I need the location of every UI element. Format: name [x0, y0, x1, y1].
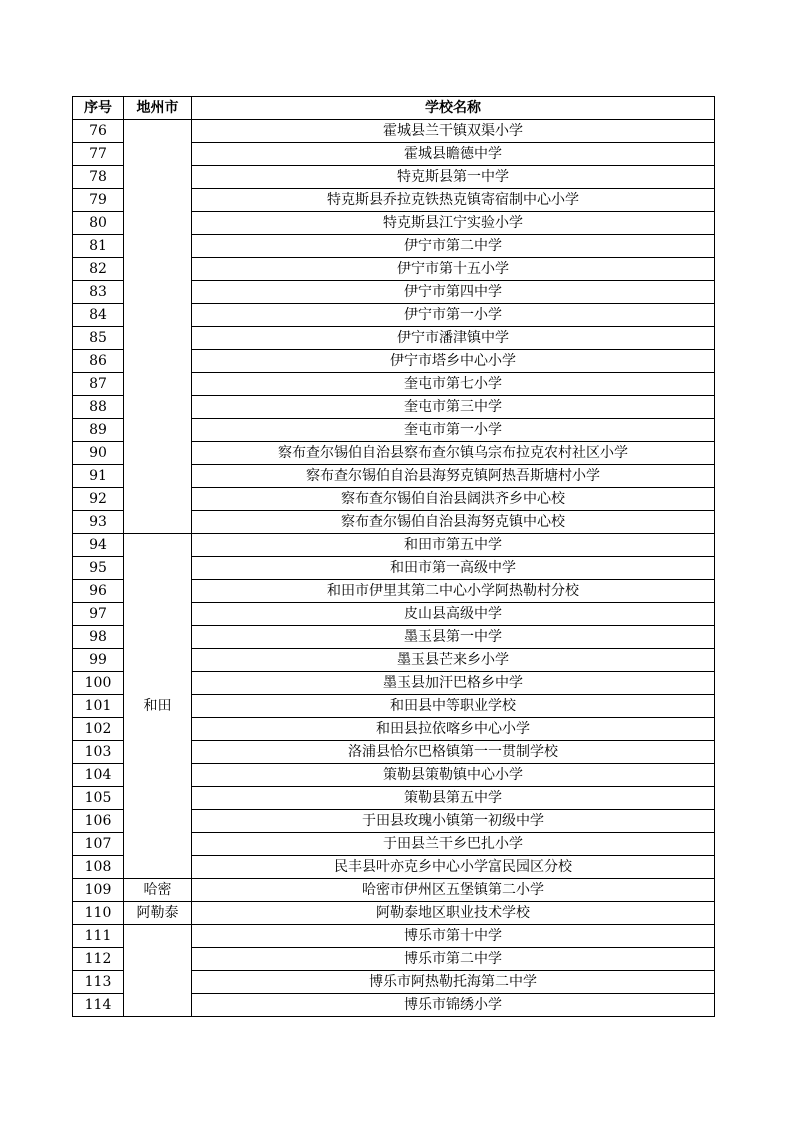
school-name: 霍城县瞻德中学 — [192, 143, 715, 166]
school-name: 霍城县兰干镇双渠小学 — [192, 120, 715, 143]
school-name: 阿勒泰地区职业技术学校 — [192, 902, 715, 925]
school-name: 博乐市阿热勒托海第二中学 — [192, 971, 715, 994]
school-name: 察布查尔锡伯自治县海努克镇阿热吾斯塘村小学 — [192, 465, 715, 488]
region-cell — [124, 925, 192, 1017]
table-row — [73, 879, 715, 902]
school-name: 和田市伊里其第二中心小学阿热勒村分校 — [192, 580, 715, 603]
row-number: 114 — [73, 994, 124, 1017]
school-name: 伊宁市潘津镇中学 — [192, 327, 715, 350]
school-name: 奎屯市第一小学 — [192, 419, 715, 442]
school-name: 察布查尔锡伯自治县察布查尔镇乌宗布拉克农村社区小学 — [192, 442, 715, 465]
row-number: 101 — [73, 695, 124, 718]
school-name: 奎屯市第三中学 — [192, 396, 715, 419]
row-number: 84 — [73, 304, 124, 327]
school-name: 墨玉县加汗巴格乡中学 — [192, 672, 715, 695]
row-number: 104 — [73, 764, 124, 787]
row-number: 105 — [73, 787, 124, 810]
school-name: 和田市第一高级中学 — [192, 557, 715, 580]
school-name: 博乐市第十中学 — [192, 925, 715, 948]
row-number: 92 — [73, 488, 124, 511]
table-row — [73, 120, 715, 143]
row-number: 81 — [73, 235, 124, 258]
row-number: 85 — [73, 327, 124, 350]
table-body — [73, 120, 715, 1017]
row-number: 106 — [73, 810, 124, 833]
school-name: 和田市第五中学 — [192, 534, 715, 557]
row-number: 80 — [73, 212, 124, 235]
school-name: 特克斯县江宁实验小学 — [192, 212, 715, 235]
school-name: 策勒县策勒镇中心小学 — [192, 764, 715, 787]
row-number: 109 — [73, 879, 124, 902]
school-name: 伊宁市第一小学 — [192, 304, 715, 327]
header-region: 地州市 — [124, 97, 192, 120]
row-number: 95 — [73, 557, 124, 580]
school-name: 哈密市伊州区五堡镇第二小学 — [192, 879, 715, 902]
region-cell: 阿勒泰 — [124, 902, 192, 925]
school-name: 和田县拉依喀乡中心小学 — [192, 718, 715, 741]
row-number: 100 — [73, 672, 124, 695]
row-number: 86 — [73, 350, 124, 373]
row-number: 98 — [73, 626, 124, 649]
school-name: 于田县玫瑰小镇第一初级中学 — [192, 810, 715, 833]
row-number: 111 — [73, 925, 124, 948]
row-number: 91 — [73, 465, 124, 488]
row-number: 77 — [73, 143, 124, 166]
row-number: 79 — [73, 189, 124, 212]
school-name: 洛浦县恰尔巴格镇第一一贯制学校 — [192, 741, 715, 764]
table-row — [73, 925, 715, 948]
row-number: 87 — [73, 373, 124, 396]
school-name: 博乐市第二中学 — [192, 948, 715, 971]
region-cell — [124, 120, 192, 534]
row-number: 102 — [73, 718, 124, 741]
school-name: 和田县中等职业学校 — [192, 695, 715, 718]
row-number: 94 — [73, 534, 124, 557]
school-name: 伊宁市第二中学 — [192, 235, 715, 258]
table-row — [73, 534, 715, 557]
row-number: 110 — [73, 902, 124, 925]
region-cell: 哈密 — [124, 879, 192, 902]
row-number: 108 — [73, 856, 124, 879]
table-row — [73, 902, 715, 925]
school-name: 伊宁市第十五小学 — [192, 258, 715, 281]
row-number: 78 — [73, 166, 124, 189]
school-name: 墨玉县第一中学 — [192, 626, 715, 649]
school-name: 察布查尔锡伯自治县阔洪齐乡中心校 — [192, 488, 715, 511]
row-number: 113 — [73, 971, 124, 994]
school-name: 奎屯市第七小学 — [192, 373, 715, 396]
school-name: 皮山县高级中学 — [192, 603, 715, 626]
school-name: 于田县兰干乡巴扎小学 — [192, 833, 715, 856]
school-name: 特克斯县第一中学 — [192, 166, 715, 189]
row-number: 103 — [73, 741, 124, 764]
row-number: 99 — [73, 649, 124, 672]
row-number: 88 — [73, 396, 124, 419]
row-number: 76 — [73, 120, 124, 143]
header-number: 序号 — [73, 97, 124, 120]
row-number: 97 — [73, 603, 124, 626]
row-number: 89 — [73, 419, 124, 442]
school-name: 特克斯县乔拉克铁热克镇寄宿制中心小学 — [192, 189, 715, 212]
school-name: 伊宁市塔乡中心小学 — [192, 350, 715, 373]
row-number: 107 — [73, 833, 124, 856]
school-name: 伊宁市第四中学 — [192, 281, 715, 304]
school-name: 民丰县叶亦克乡中心小学富民园区分校 — [192, 856, 715, 879]
row-number: 93 — [73, 511, 124, 534]
row-number: 83 — [73, 281, 124, 304]
school-name: 察布查尔锡伯自治县海努克镇中心校 — [192, 511, 715, 534]
row-number: 82 — [73, 258, 124, 281]
row-number: 96 — [73, 580, 124, 603]
table-header-row — [73, 97, 715, 120]
school-list-table — [72, 96, 715, 1017]
region-cell: 和田 — [124, 534, 192, 879]
school-name: 博乐市锦绣小学 — [192, 994, 715, 1017]
header-school-name: 学校名称 — [192, 97, 715, 120]
school-name: 策勒县第五中学 — [192, 787, 715, 810]
school-name: 墨玉县芒来乡小学 — [192, 649, 715, 672]
row-number: 112 — [73, 948, 124, 971]
row-number: 90 — [73, 442, 124, 465]
